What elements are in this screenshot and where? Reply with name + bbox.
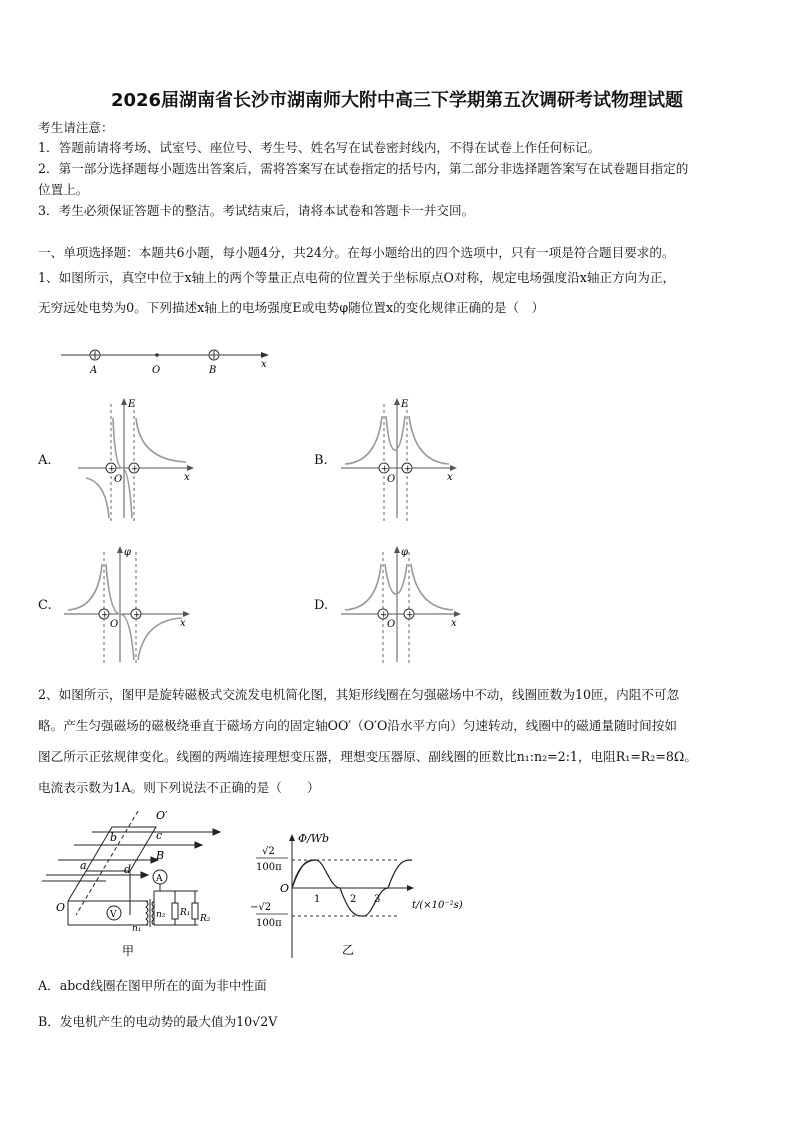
option-B-label[interactable]: B. bbox=[314, 453, 328, 468]
fig-label-B: B bbox=[156, 849, 165, 862]
flux-origin: O bbox=[280, 882, 290, 895]
question-2-text: 图乙所示正弦规律变化。线圈的两端连接理想变压器，理想变压器原、副线圈的匝数比n₁:n₂=2:1，电阻R₁=R₂=8Ω。 bbox=[38, 749, 697, 764]
graph-label-O: O bbox=[387, 619, 396, 630]
flux-xlabel: t/(×10⁻²s) bbox=[412, 900, 463, 911]
page-title: 2026届湖南省长沙市湖南师大附中高三下学期第五次调研考试物理试题 bbox=[110, 90, 684, 111]
graph-label-O: O bbox=[110, 619, 119, 630]
option-A-label[interactable]: A. bbox=[38, 453, 52, 468]
axis-label-A: A bbox=[90, 365, 98, 376]
question-2-text: 略。产生匀强磁场的磁极绕垂直于磁场方向的固定轴OO′（O′O沿水平方向）匀速转动，线圈中的磁通量随时间按如 bbox=[38, 718, 677, 733]
graph-label-phi: φ bbox=[401, 547, 409, 558]
flux-tick-3: 3 bbox=[374, 894, 381, 905]
charge-plus: + bbox=[101, 610, 109, 621]
axis-label-x: x bbox=[261, 359, 267, 370]
fig-label-O-prime: O′ bbox=[156, 809, 168, 822]
notice-item: 2．第一部分选择题每小题选出答案后，需将答案写在试卷指定的括号内，第二部分非选择题答案写在试卷题目指定的 bbox=[38, 161, 689, 176]
notice-item: 位置上。 bbox=[38, 182, 89, 197]
notice-item: 1．答题前请将考场、试室号、座位号、考生号、姓名写在试卷密封线内，不得在试卷上作任何标记。 bbox=[38, 140, 601, 155]
charge-plus: + bbox=[133, 610, 141, 621]
axis-label-B: B bbox=[209, 365, 217, 376]
charge-plus: + bbox=[406, 610, 414, 621]
graph-option-B bbox=[337, 394, 467, 524]
charge-plus: + bbox=[380, 610, 388, 621]
figure-caption-yi: 乙 bbox=[342, 943, 355, 957]
fig-label-n1: n₁ bbox=[132, 924, 142, 934]
notice-item: 3．考生必须保证答题卡的整洁。考试结束后，请将本试卷和答题卡一并交回。 bbox=[38, 203, 475, 218]
charge-plus: + bbox=[404, 464, 412, 475]
axis-label-O: O bbox=[152, 365, 161, 376]
question-2-text: 2、如图所示，图甲是旋转磁极式交流发电机简化图，其矩形线圈在匀强磁场中不动，线圈匝数为10匝，内阻不可忽 bbox=[38, 687, 680, 702]
fig-label-n2: n₂ bbox=[156, 910, 166, 920]
question-1-text: 无穷远处电势为0。下列描述x轴上的电场强度E或电势φ随位置x的变化规律正确的是（ ） bbox=[38, 300, 545, 315]
flux-tick-1: 1 bbox=[314, 894, 321, 905]
flux-top-num: √2 bbox=[262, 846, 275, 857]
question-1-text: 1、如图所示，真空中位于x轴上的两个等量正点电荷的位置关于坐标原点O对称，规定电场强度沿x轴正方向为正， bbox=[38, 270, 676, 285]
fig-label-R2: R₂ bbox=[200, 914, 211, 924]
graph-label-E: E bbox=[401, 399, 409, 410]
flux-tick-2: 2 bbox=[350, 894, 357, 905]
generator-figure-jia bbox=[38, 805, 228, 965]
question-2-option-B[interactable]: B．发电机产生的电动势的最大值为10√2V bbox=[38, 1014, 278, 1029]
flux-ylabel: Φ/Wb bbox=[298, 832, 330, 845]
question-2-option-A[interactable]: A．abcd线圈在图甲所在的面为非中性面 bbox=[38, 978, 267, 993]
graph-label-x: x bbox=[447, 472, 453, 483]
fig-label-A: A bbox=[156, 874, 163, 884]
graph-option-A bbox=[74, 394, 204, 524]
fig-label-a: a bbox=[80, 859, 87, 872]
graph-label-O: O bbox=[387, 474, 396, 485]
charge-axis-diagram bbox=[55, 340, 285, 380]
graph-label-x: x bbox=[451, 618, 457, 629]
charge-plus: + bbox=[131, 464, 139, 475]
fig-label-V: V bbox=[110, 910, 117, 920]
charge-plus: + bbox=[381, 464, 389, 475]
flux-top-den: 100π bbox=[256, 862, 282, 873]
fig-label-O: O bbox=[56, 901, 66, 914]
notice-heading: 考生请注意： bbox=[38, 120, 114, 135]
graph-label-x: x bbox=[180, 618, 186, 629]
figure-caption-jia: 甲 bbox=[122, 944, 135, 958]
option-D-label[interactable]: D. bbox=[314, 598, 329, 613]
flux-bot-den: 100π bbox=[256, 918, 282, 929]
graph-option-D bbox=[337, 542, 472, 667]
graph-label-O: O bbox=[114, 474, 123, 485]
flux-graph-yi bbox=[250, 828, 480, 963]
fig-label-c: c bbox=[156, 829, 163, 842]
fig-label-R1: R₁ bbox=[180, 908, 191, 918]
flux-bot-num: −√2 bbox=[250, 902, 272, 913]
fig-label-d: d bbox=[124, 863, 132, 876]
section-heading: 一、单项选择题：本题共6小题，每小题4分，共24分。在每小题给出的四个选项中，只有一项是符合题目要求的。 bbox=[38, 245, 675, 260]
option-C-label[interactable]: C. bbox=[38, 598, 52, 613]
graph-label-E: E bbox=[128, 399, 136, 410]
fig-label-b: b bbox=[110, 831, 118, 844]
question-2-text: 电流表示数为1A。则下列说法不正确的是（ ） bbox=[38, 780, 320, 795]
graph-option-C bbox=[60, 542, 200, 667]
charge-plus: + bbox=[108, 464, 116, 475]
graph-label-phi: φ bbox=[124, 547, 132, 558]
graph-label-x: x bbox=[184, 472, 190, 483]
